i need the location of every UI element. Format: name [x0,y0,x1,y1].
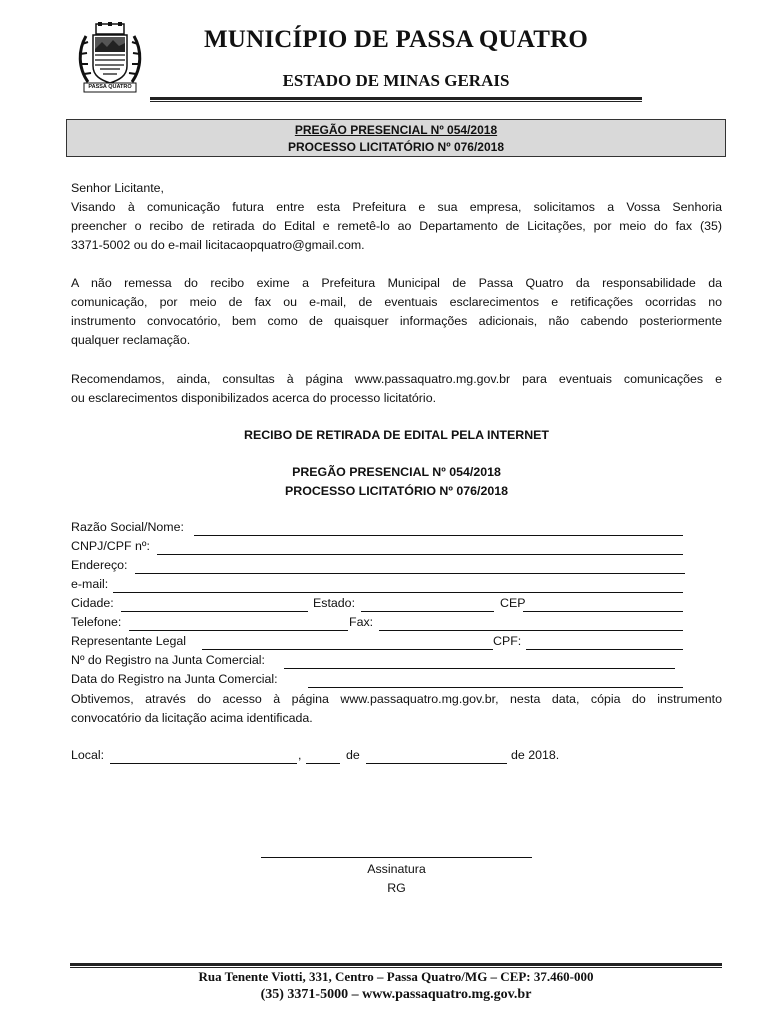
pregao-title: PREGÃO PRESENCIAL Nº 054/2018 [294,123,498,137]
processo-title: PROCESSO LICITATÓRIO Nº 076/2018 [288,140,504,154]
razao-social-label: Razão Social/Nome: [71,520,184,534]
greeting [71,179,722,198]
paragraph-2-line: A não remessa do recibo exime a Prefeitura Municipal de Passa Quatro da responsabilidade da [71,276,722,290]
paragraph-2 [71,274,722,350]
cep-field[interactable] [523,611,683,612]
municipal-crest [76,22,144,94]
receipt-pregao: PREGÃO PRESENCIAL Nº 054/2018 [292,465,501,479]
local-comma: , [298,748,302,762]
footer-divider [70,963,722,968]
cpf-field[interactable] [526,649,683,650]
endereco-row [71,558,687,576]
state-title: ESTADO DE MINAS GERAIS [282,71,510,90]
cnpj-row [71,539,685,557]
paragraph-1-line: 3371-5002 ou do e-mail licitacaopquatro@gmail.com. [71,238,365,253]
cnpj-label: CNPJ/CPF nº: [71,539,150,553]
paragraph-3 [71,370,722,408]
paragraph-1-line: preencher o recibo de retirada do Edital e remetê-lo ao Departamento de Licitações, por meio do fax (35) [71,219,722,234]
signature-label: Assinatura [367,862,426,876]
telefone-field[interactable] [129,630,348,631]
endereco-field[interactable] [135,573,685,574]
razao-social-field[interactable] [194,535,683,536]
estado-label: Estado: [313,596,356,610]
paragraph-1 [71,198,722,255]
data-registro-field[interactable] [308,687,683,688]
paragraph-2-line: comunicação, por meio de fax ou e-mail, de eventuais esclarecimentos e retificações ocorridas no [71,295,722,310]
estado-field[interactable] [361,611,494,612]
registro-field[interactable] [284,668,675,669]
data-registro-label: Data do Registro na Junta Comercial: [71,672,278,686]
de-label-1: de [346,748,360,762]
obtivemos-line: convocatório da licitação acima identificada. [71,711,313,726]
cidade-label: Cidade: [71,596,114,610]
razao-social-row [71,520,685,538]
paragraph-2-line: instrumento convocatório, bem como de quaisquer informações adicionais, não cabendo posteriormente [71,314,722,329]
telefone-row [71,615,685,633]
paragraph-3-line: ou esclarecimentos disponibilizados acerca do processo licitatório. [71,391,437,406]
representante-field[interactable] [202,649,493,650]
fax-label: Fax: [349,615,374,629]
municipality-title: MUNICÍPIO DE PASSA QUATRO [204,26,588,53]
footer-contact: (35) 3371-5000 – www.passaquatro.mg.gov.br [260,987,532,1002]
data-registro-row [71,672,685,690]
email-field[interactable] [113,592,683,593]
email-row [71,577,685,595]
registro-row [71,653,685,671]
local-date-row [71,748,571,766]
rg-label: RG [387,881,406,895]
registro-label: Nº do Registro na Junta Comercial: [71,653,265,667]
signature-line[interactable] [261,857,532,858]
fax-field[interactable] [379,630,683,631]
cnpj-field[interactable] [157,554,683,555]
endereco-label: Endereço: [71,558,128,572]
obtivemos-statement [71,690,722,728]
process-title-box [66,119,726,157]
paragraph-2-line: qualquer reclamação. [71,333,191,348]
email-label: e-mail: [71,577,109,591]
representante-row [71,634,685,652]
cidade-row [71,596,685,614]
obtivemos-line: Obtivemos, através do acesso à página www.passaquatro.mg.gov.br, nesta data, cópia do instrumento [71,692,722,706]
day-field[interactable] [306,763,340,764]
month-field[interactable] [366,763,507,764]
footer-address: Rua Tenente Viotti, 331, Centro – Passa Quatro/MG – CEP: 37.460-000 [198,969,594,984]
representante-label: Representante Legal [71,634,187,648]
cpf-label: CPF: [493,634,522,648]
paragraph-3-line: Recomendamos, ainda, consultas à página www.passaquatro.mg.gov.br para eventuais comunicações e [71,372,722,386]
cep-label: CEP [500,596,526,610]
crest-ribbon-text: PASSA QUATRO [88,84,132,90]
paragraph-1-line: Visando à comunicação futura entre esta Prefeitura e sua empresa, solicitamos a Vossa Senhoria [71,200,722,214]
local-label: Local: [71,748,105,762]
telefone-label: Telefone: [71,615,122,629]
receipt-processo: PROCESSO LICITATÓRIO Nº 076/2018 [284,484,509,498]
receipt-heading: RECIBO DE RETIRADA DE EDITAL PELA INTERNET [244,428,549,442]
header-divider [150,97,642,102]
year-label: de 2018. [511,748,560,762]
local-field[interactable] [110,763,297,764]
cidade-field[interactable] [121,611,308,612]
greeting-text: Senhor Licitante, [71,181,164,195]
